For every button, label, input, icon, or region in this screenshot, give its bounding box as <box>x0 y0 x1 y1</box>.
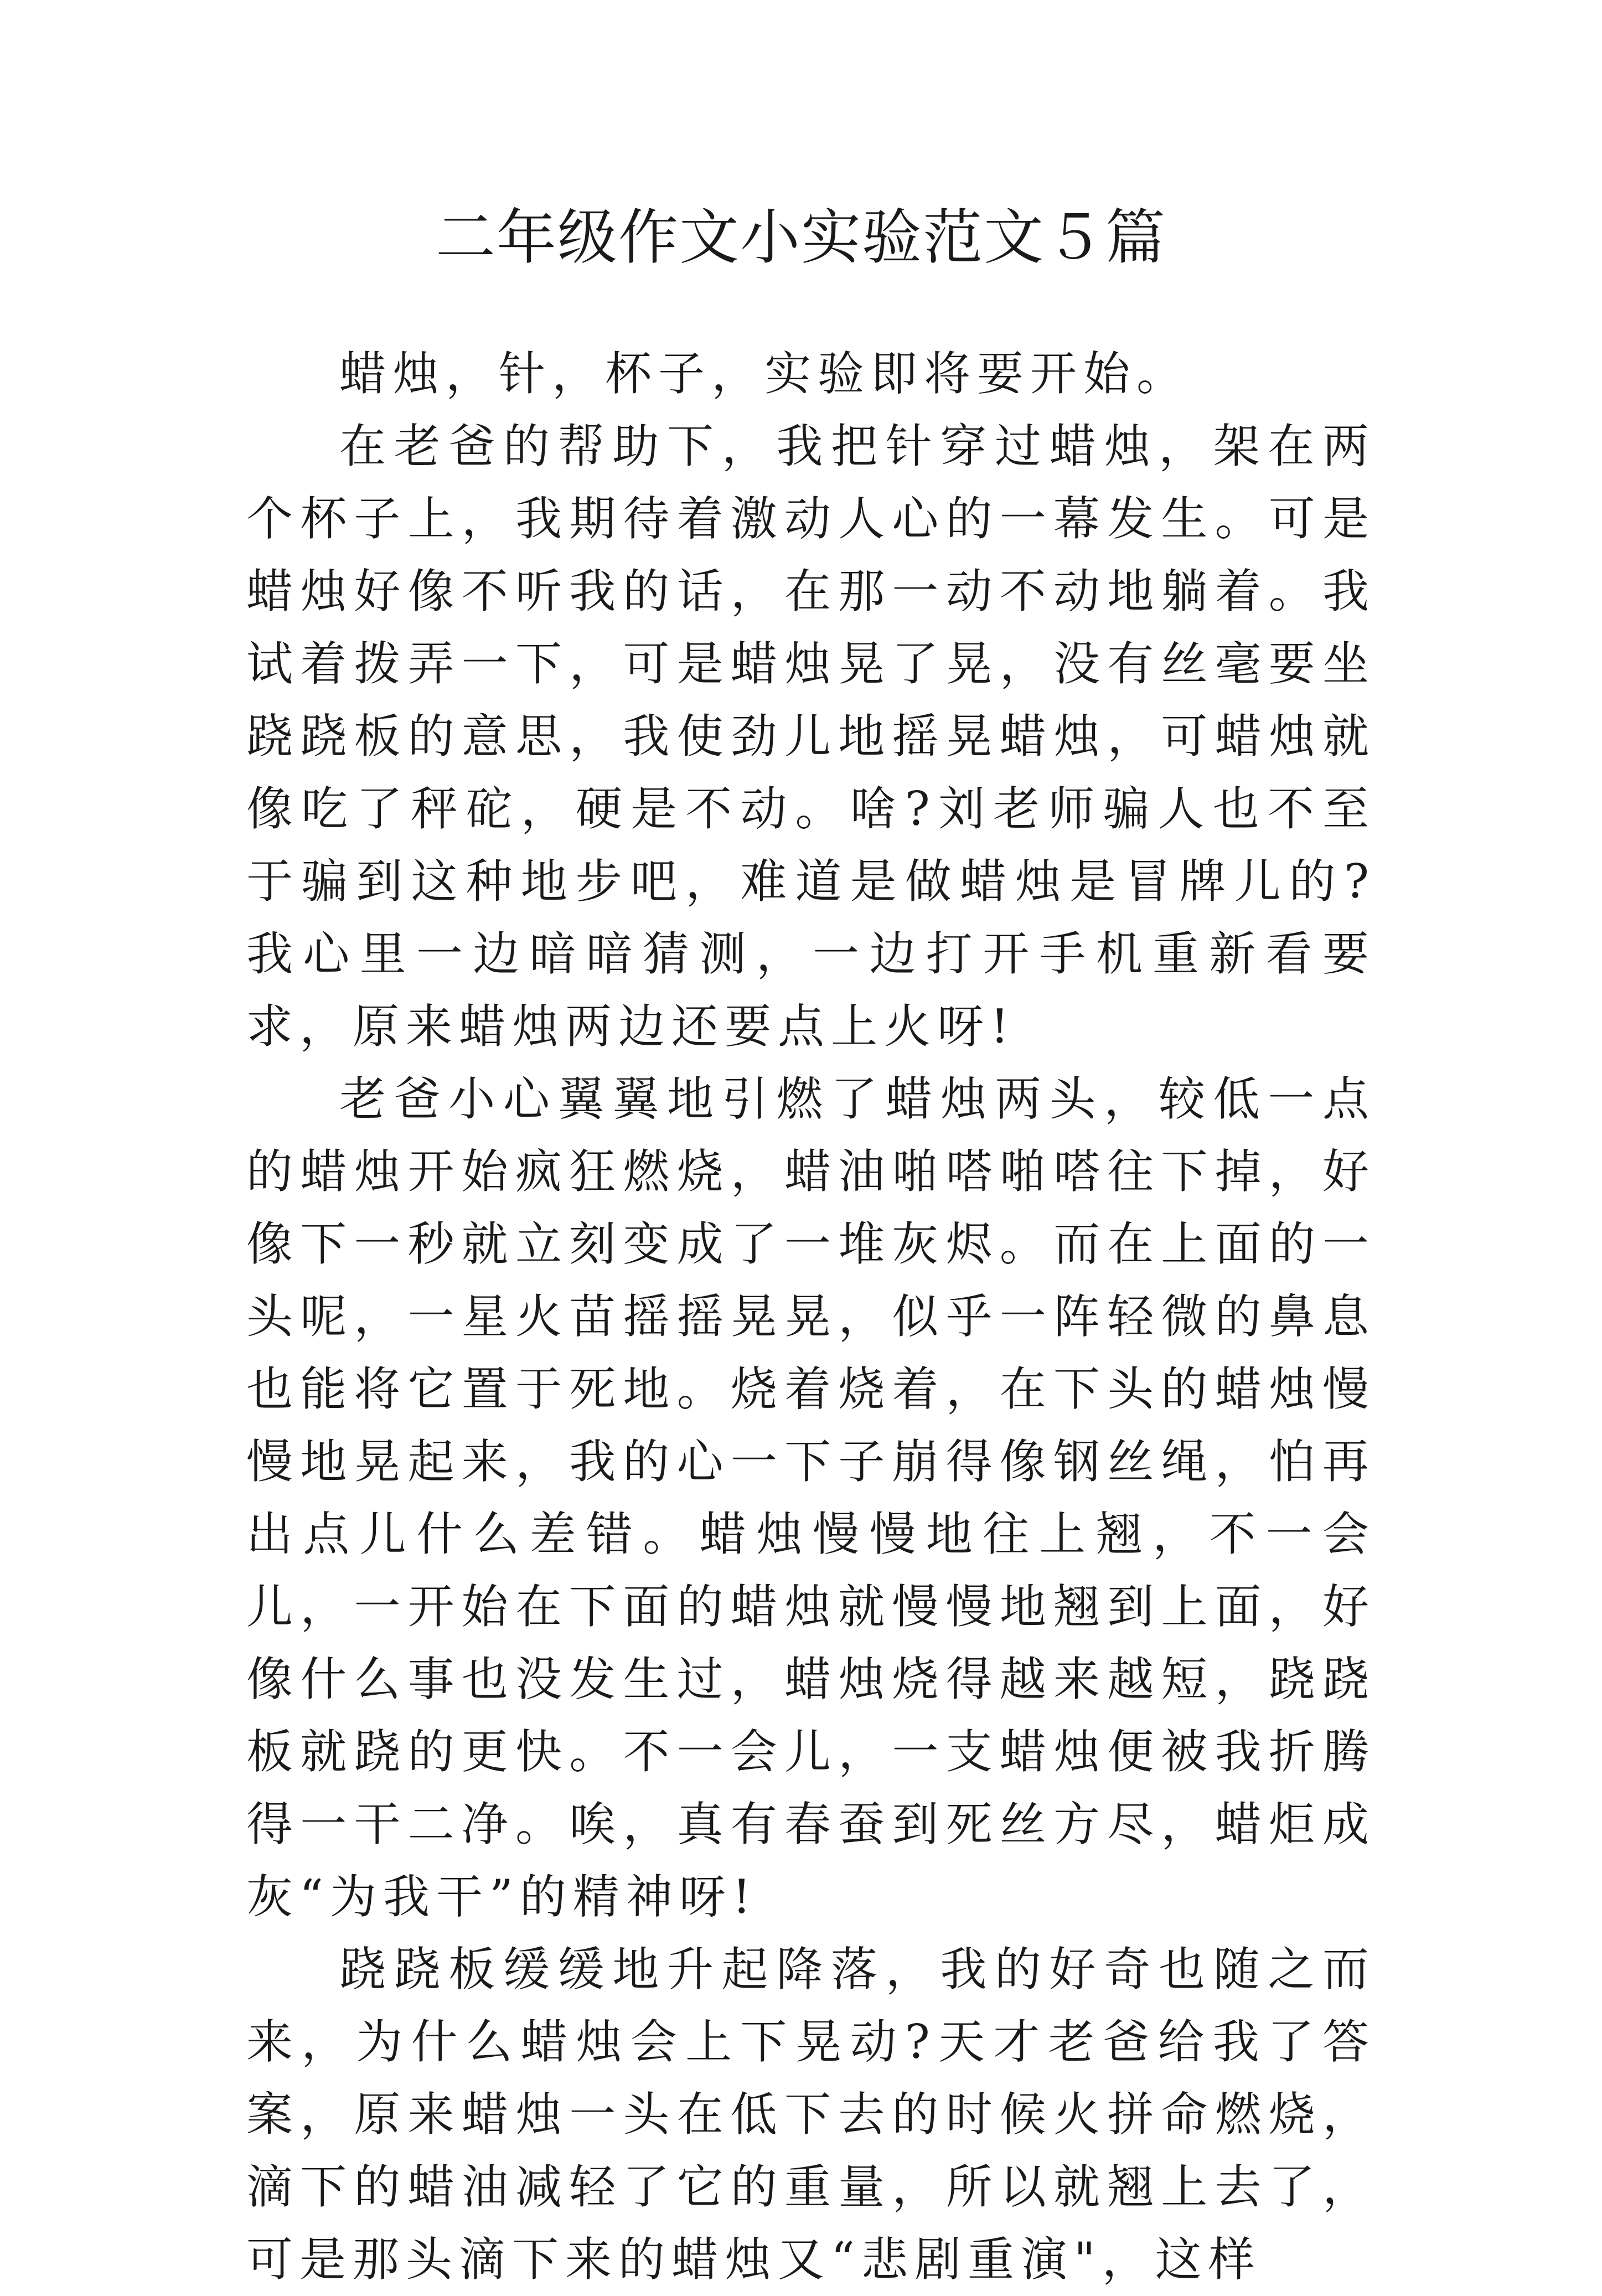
paragraph: 在老爸的帮助下，我把针穿过蜡烛，架在两个杯子上，我期待着激动人心的一幕发生。可是蜡烛好像不听我的话，在那一动不动地躺着。我试着拨弄一下，可是蜡烛晃了晃，没有丝毫要坐跷跷板的意思，我使劲儿地摇晃蜡烛，可蜡烛就像吃了秤砣，硬是不动。啥?刘老师骗人也不至于骗到这种地步吧，难道是做蜡烛是冒牌儿的?我心里一边暗暗猜测，一边打开手机重新看要求，原来蜡烛两边还要点上火呀! <box>246 419 1376 1054</box>
paragraph: 老爸小心翼翼地引燃了蜡烛两头，较低一点的蜡烛开始疯狂燃烧，蜡油啪嗒啪嗒往下掉，好像下一秒就立刻变成了一堆灰烬。而在上面的一头呢，一星火苗摇摇晃晃，似乎一阵轻微的鼻息也能将它置于死地。烧着烧着，在下头的蜡烛慢慢地晃起来，我的心一下子崩得像钢丝绳，怕再出点儿什么差错。蜡烛慢慢地往上翘，不一会儿，一开始在下面的蜡烛就慢慢地翘到上面，好像什么事也没发生过，蜡烛烧得越来越短，跷跷板就跷的更快。不一会儿，一支蜡烛便被我折腾得一干二净。唉，真有春蚕到死丝方尽，蜡炬成灰“为我干”的精神呀! <box>246 1072 1376 1924</box>
paragraph: 跷跷板缓缓地升起降落，我的好奇也随之而来，为什么蜡烛会上下晃动?天才老爸给我了答案，原来蜡烛一头在低下去的时候火拼命燃烧，滴下的蜡油减轻了它的重量，所以就翘上去了，可是那头滴下来的蜡烛又“悲剧重演"，这样 <box>246 1942 1376 2287</box>
paragraph: 蜡烛，针，杯子，实验即将要开始。 <box>339 347 1190 401</box>
document-body <box>246 338 1376 2296</box>
document-title: 二年级作文小实验范文５篇 <box>435 203 1166 272</box>
